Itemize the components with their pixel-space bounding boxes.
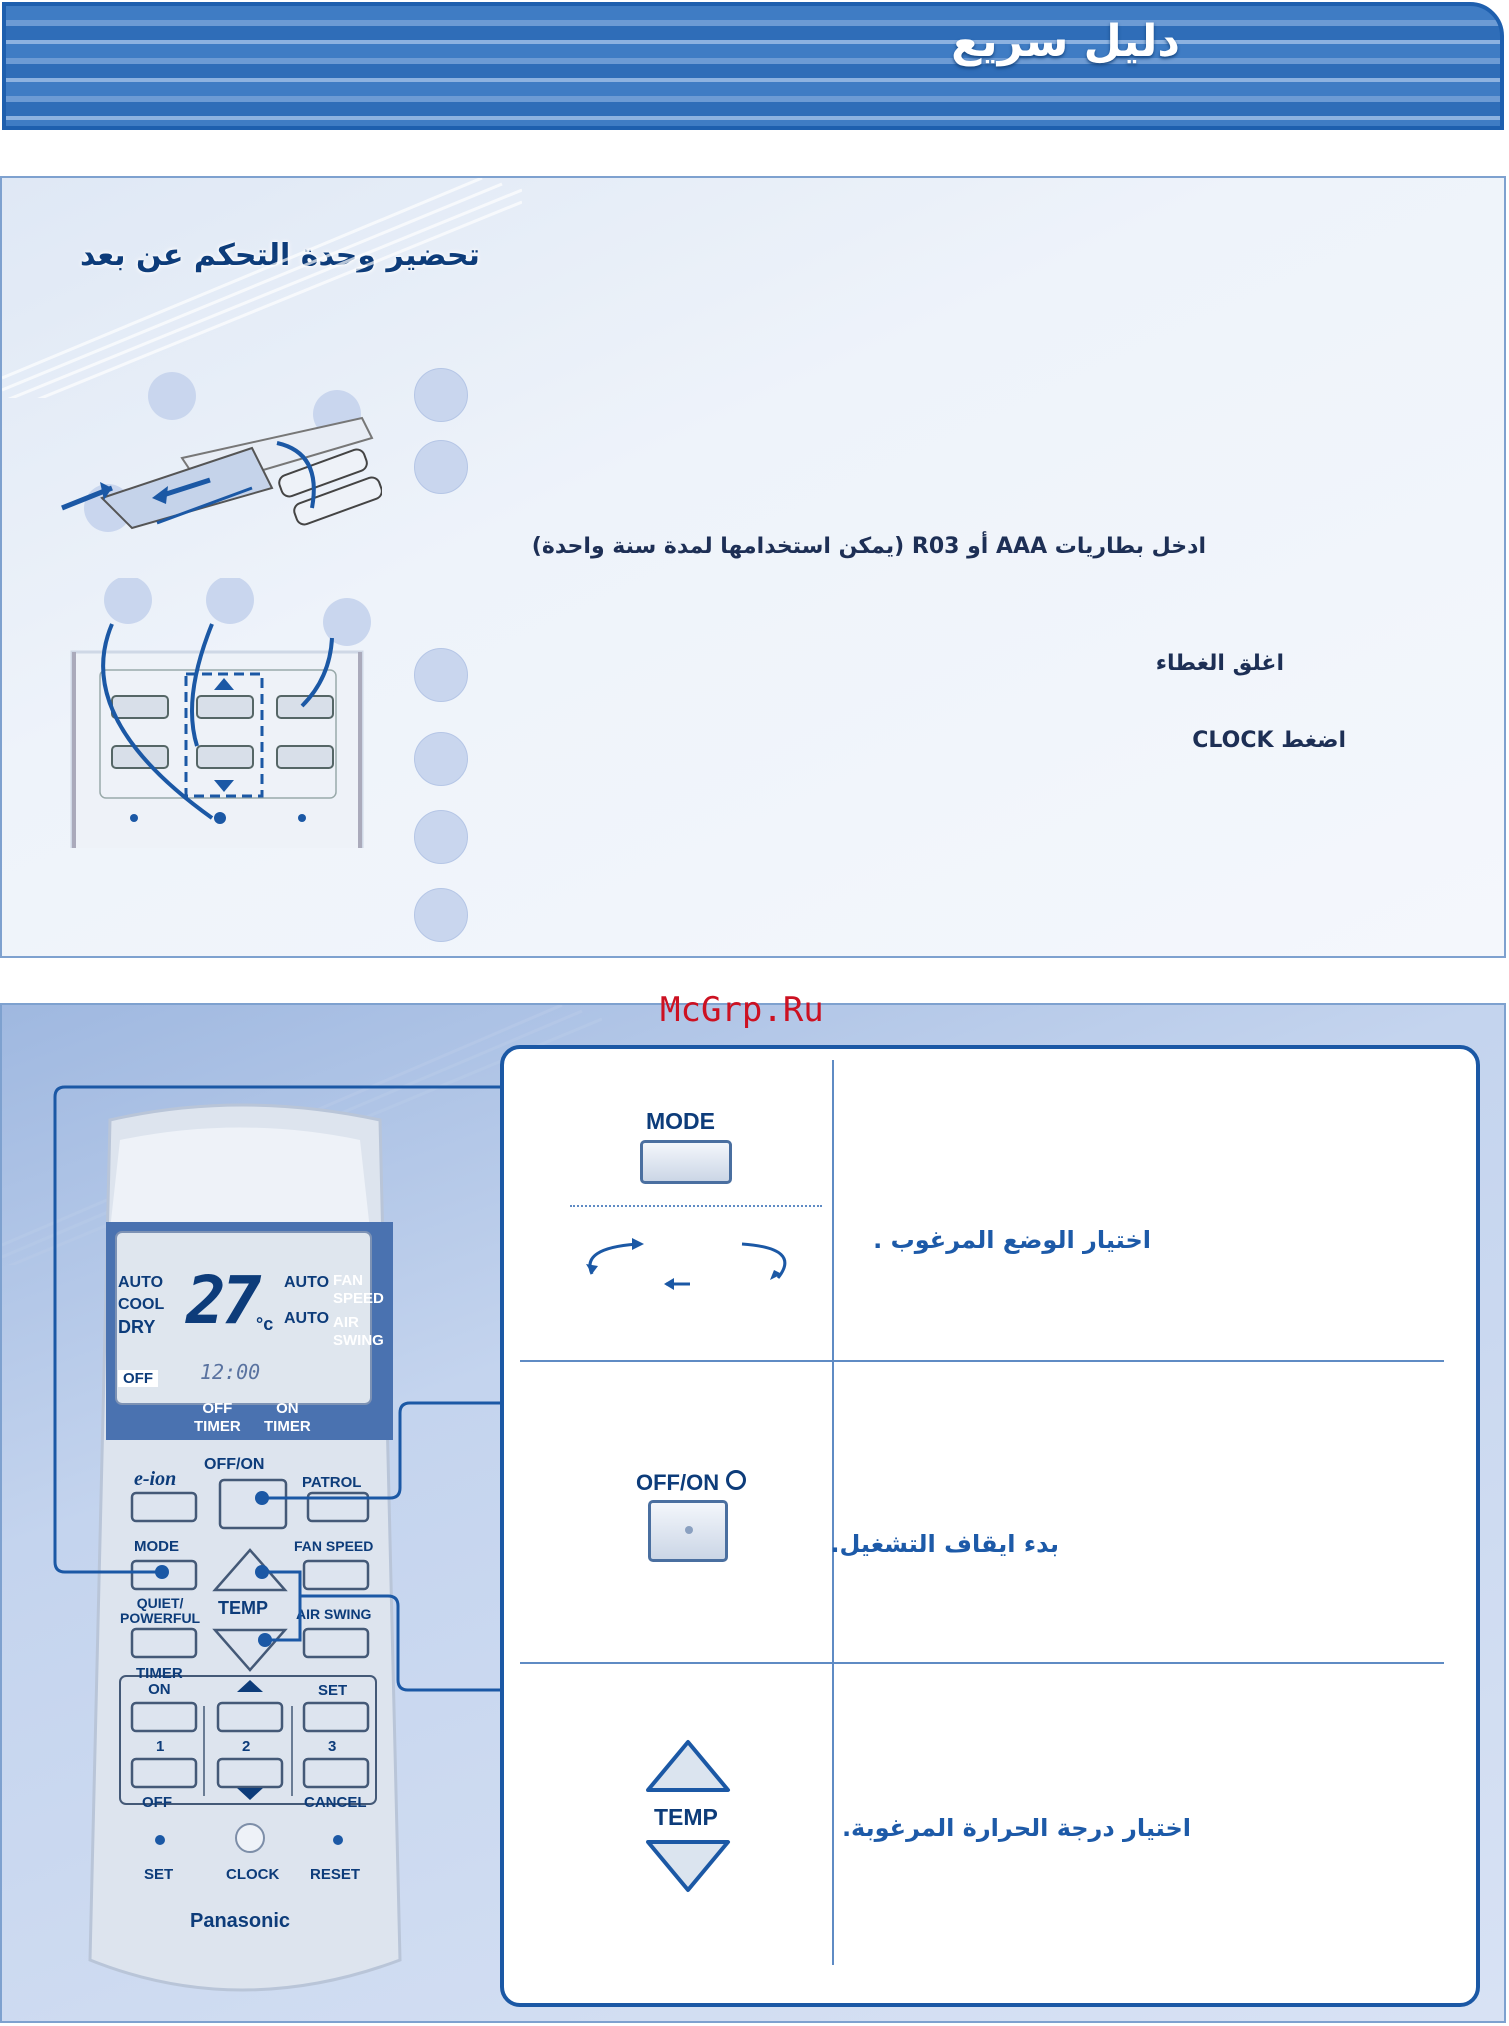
lcd-on-timer-timer: TIMER [264,1418,311,1435]
brand-logo: Panasonic [190,1910,291,1932]
timer-on-text: ON [148,1681,171,1698]
step-4-text: اضغط CLOCK [1192,728,1346,753]
powerful-text: POWERFUL [120,1610,201,1626]
lcd-fan: FAN [333,1272,363,1289]
panel-divider-1 [520,1360,1444,1362]
panel-divider-vertical [832,1060,834,1965]
remote-temp-label: TEMP [218,1598,269,1618]
power-icon [726,1470,746,1490]
guide-temp-label: TEMP [654,1804,718,1830]
guide-offon-desc: بدء ايقاف التشغيل. [830,1530,1059,1558]
lcd-mode-auto: AUTO [118,1274,164,1291]
lcd-off-timer-timer: TIMER [194,1418,241,1435]
timer-1-label: 1 [156,1738,165,1755]
timer-3-label: 3 [328,1738,337,1755]
timer-off-label: OFF [142,1794,172,1811]
remote-mode-label: MODE [134,1538,179,1555]
lcd-auto-swing: AUTO [284,1310,330,1327]
step-2-text: ادخل بطاريات AAA أو R03 (يمكن استخدامها لمدة سنة واحدة) [531,534,1206,559]
guide-offon-label: OFF/ON [636,1470,720,1495]
reset-label: RESET [310,1866,361,1883]
remote-offon-label: OFF/ON [204,1456,265,1473]
lcd-mode-cool: COOL [118,1296,165,1313]
guide-temp-desc: اختيار درجة الحرارة المرغوبة. [841,1814,1191,1842]
lcd-speed: SPEED [333,1290,384,1307]
temp-down-icon[interactable] [644,1836,732,1896]
patrol-label: PATROL [302,1474,362,1491]
set-label: SET [144,1866,174,1883]
guide-mode-button[interactable] [640,1140,732,1184]
timer-text: TIMER [136,1665,183,1682]
offon-button-dot [685,1526,693,1534]
lcd-mode-dry: DRY [118,1317,156,1337]
temp-up-icon[interactable] [644,1736,732,1796]
mode-cycle-arrows-icon [570,1234,810,1294]
watermark: McGrp.Ru [660,990,824,1030]
lcd-temperature: 27 [186,1262,258,1339]
timer-set-label: SET [318,1682,348,1699]
lcd-swing: SWING [333,1332,384,1349]
fan-speed-label: FAN SPEED [294,1538,374,1554]
lcd-off-badge: OFF [118,1370,158,1387]
page-title: دليل سريع [951,16,1180,67]
lcd-auto-fan: AUTO [284,1274,330,1291]
setup-title: تحضير وحدة التحكم عن بعد [80,238,480,273]
timer-cancel-label: CANCEL [304,1794,367,1811]
mode-dotted-separator [570,1205,822,1207]
clock-label: CLOCK [226,1866,280,1883]
step-3-text: اغلق الغطاء [1155,651,1284,676]
lcd-unit: °c [256,1314,274,1334]
lcd-off-timer-off: OFF [202,1400,233,1417]
guide-mode-desc: اختيار الوضع المرغوب . [873,1226,1151,1254]
quiet-text: QUIET/ [136,1595,184,1611]
panel-divider-2 [520,1662,1444,1664]
guide-mode-label: MODE [646,1108,715,1134]
lcd-clock: 12:00 [200,1360,261,1384]
eion-label: e-ion [134,1468,177,1490]
lcd-on-timer-on: ON [276,1400,299,1417]
air-swing-label: AIR SWING [296,1606,372,1622]
lcd-air: AIR [333,1314,359,1331]
timer-2-label: 2 [242,1738,251,1755]
